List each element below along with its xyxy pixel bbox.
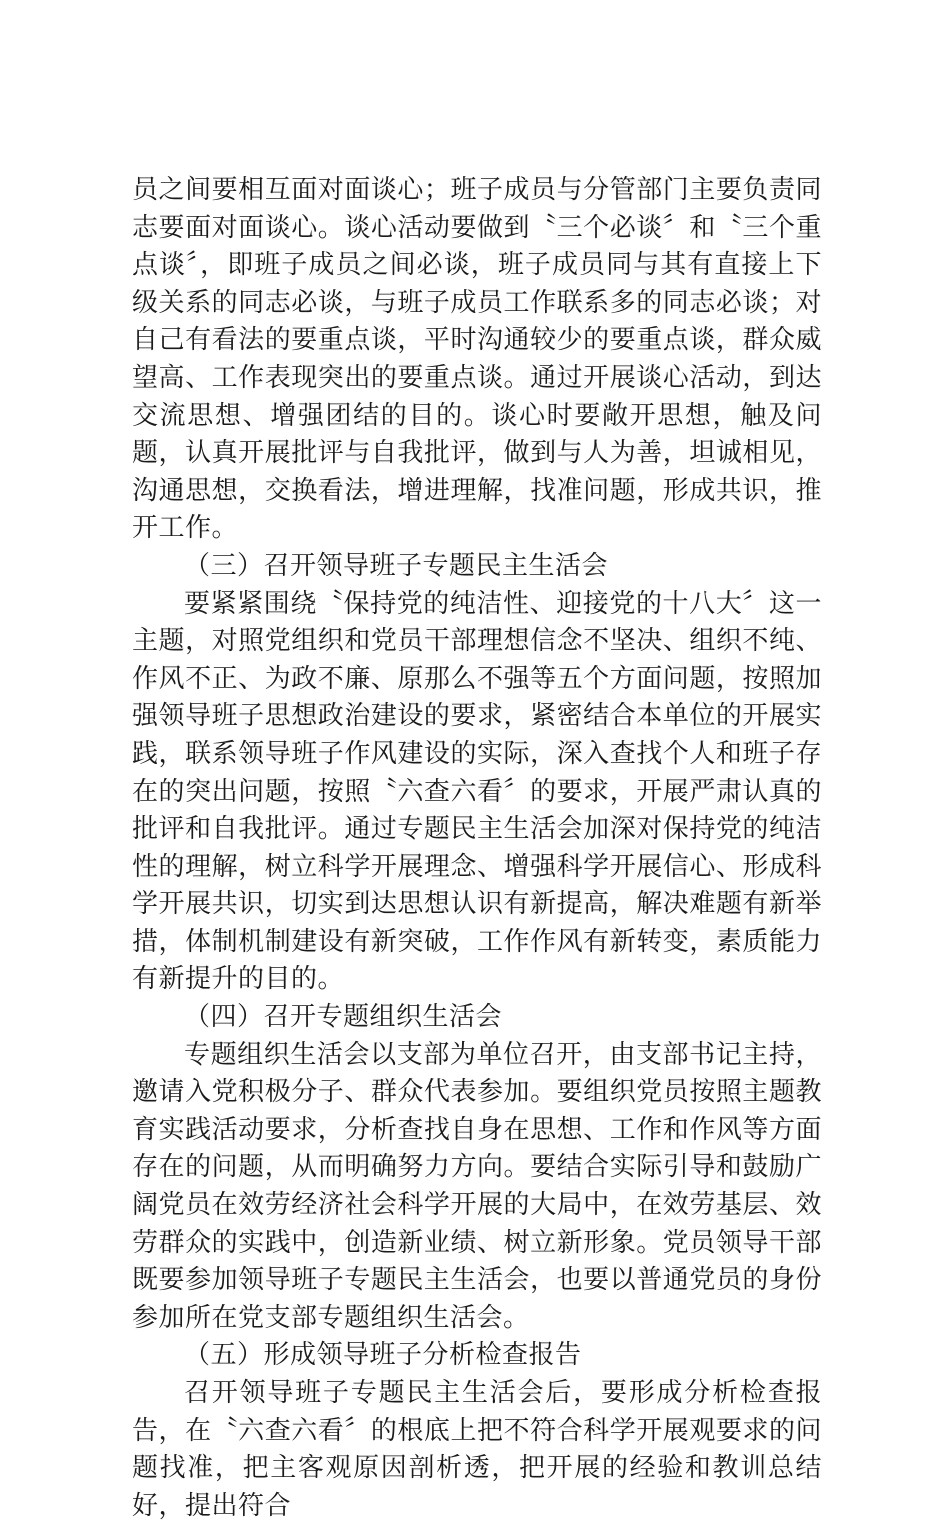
document-body bbox=[132, 172, 822, 1525]
section-heading-5: （五）形成领导班子分析检查报告 bbox=[184, 1340, 582, 1371]
body-paragraph-4: 专题组织生活会以支部为单位召开，由支部书记主持，邀请入党积极分子、群众代表参加。要组织党员按照主题教育实践活动要求，分析查找自身在思想、工作和作风等方面存在的问题，从而明确努力方向。要结合实际引导和鼓励广阔党员在效劳经济社会科学开展的大局中，在效劳基层、效劳群众的实践中，创造新业绩、树立新形象。党员领导干部既要参加领导班子专题民主生活会，也要以普通党员的身份参加所在党支部专题组织生活会。 bbox=[132, 1039, 822, 1333]
section-heading-4: （四）召开专题组织生活会 bbox=[184, 1002, 503, 1033]
section-heading-3: （三）召开领导班子专题民主生活会 bbox=[184, 550, 609, 581]
body-paragraph-continuation: 员之间要相互面对面谈心；班子成员与分管部门主要负责同志要面对面谈心。谈心活动要做到〝三个必谈〞和〝三个重点谈〞，即班子成员之间必谈，班子成员同与其有直接上下级关系的同志必谈，与班子成员工作联系多的同志必谈；对自己有看法的要重点谈，平时沟通较少的要重点谈，群众威望高、工作表现突出的要重点谈。通过开展谈心活动，到达交流思想、增强团结的目的。谈心时要敞开思想，触及问题，认真开展批评与自我批评，做到与人为善，坦诚相见，沟通思想，交换看法，增进理解，找准问题，形成共识，推开工作。 bbox=[132, 175, 822, 544]
body-paragraph-5: 召开领导班子专题民主生活会后，要形成分析检查报告，在〝六查六看〞的根底上把不符合科学开展观要求的问题找准，把主客观原因剖析透，把开展的经验和教训总结好，提出符合 bbox=[132, 1378, 822, 1521]
body-paragraph-3: 要紧紧围绕〝保持党的纯洁性、迎接党的十八大〞这一主题，对照党组织和党员干部理想信念不坚决、组织不纯、作风不正、为政不廉、原那么不强等五个方面问题，按照加强领导班子思想政治建设的要求，紧密结合本单位的开展实践，联系领导班子作风建设的实际，深入查找个人和班子存在的突出问题，按照〝六查六看〞的要求，开展严肃认真的批评和自我批评。通过专题民主生活会加深对保持党的纯洁性的理解，树立科学开展理念、增强科学开展信心、形成科学开展共识，切实到达思想认识有新提高，解决难题有新举措，体制机制建设有新突破，工作作风有新转变，素质能力有新提升的目的。 bbox=[132, 588, 822, 995]
